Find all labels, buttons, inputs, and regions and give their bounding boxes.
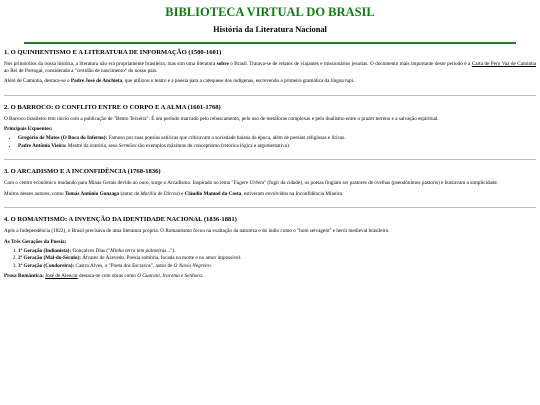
header-divider [24, 42, 516, 44]
text: são exemplos máximos de conceptismo (retórica lógica e argumentativa). [136, 142, 291, 149]
list-item [18, 248, 536, 255]
section-heading: 2. O BARROCO: O CONFLITO ENTRE O CORPO E A ALMA (1601-1768) [4, 103, 221, 111]
generation-name: 2ª Geração (Mal-do-Século): [18, 255, 81, 262]
text: Nos primórdios da nossa história, a literatura não era propriamente brasileira, mas sim uma literatura [4, 61, 217, 67]
text: Mestre da oratória, seus [66, 142, 119, 149]
section-divider [4, 95, 536, 96]
text: o Brasil. Tratava-se de relatos de viajantes e missionários jesuítas. O documento mais importante deste período é a [228, 61, 472, 67]
link-carta-caminha[interactable]: Carta de Pero Vaz de Caminha [471, 61, 537, 67]
prose-heading: Prosa Romântica: [4, 273, 44, 280]
section-divider [4, 159, 536, 160]
paragraph [4, 61, 536, 74]
paragraph [4, 78, 536, 85]
work-title: Marília de Dirceu [140, 190, 178, 197]
section-heading: 3. O ARCADISMO E A INCONFIDÊNCIA (1768-1836) [4, 168, 161, 176]
text: ao Rei de Portugal, considerada a "certidão de nascimento" do nosso país. [4, 67, 158, 74]
list-item [18, 263, 536, 270]
list-heading: As Três Gerações da Poesia: [4, 238, 67, 245]
text: "). [170, 247, 176, 254]
work-titles: O Guarani, Iracema e Senhora [137, 273, 202, 280]
list-item [18, 143, 536, 150]
text: Além de Caminha, destaca-se o [4, 78, 71, 85]
quote: Minha terra tem palmeiras... [110, 247, 171, 254]
motto: Fugere Urbem [233, 180, 264, 187]
section-arcadismo [4, 168, 536, 197]
work-title: Sermões [118, 142, 137, 149]
site-title: BIBLIOTECA VIRTUAL DO BRASIL [165, 5, 375, 19]
section-heading: 4. O ROMANTISMO: A INVENÇÃO DA IDENTIDADE NACIONAL (1836-1881) [4, 216, 237, 224]
text: , estiveram envolvidos na Inconfidência Mineira. [241, 190, 344, 197]
text: . [210, 262, 213, 269]
list-item [18, 135, 536, 142]
authors-list [4, 135, 536, 149]
work-title: O Navio Negreiro [173, 262, 211, 269]
text: Famoso por suas poesias satíricas que criticavam a sociedade baiana da época, além de poesias religiosas e líricas. [107, 134, 346, 141]
section-barroco [4, 104, 536, 149]
author-name: Padre José de Anchieta [70, 78, 123, 85]
section-divider [4, 207, 536, 208]
paragraph [4, 191, 536, 198]
text: Muitos desses autores, como [4, 190, 65, 197]
generations-list [4, 248, 536, 270]
text: ) e [178, 190, 185, 197]
text: Álvares de Azevedo. Poesia sombria, focada na morte e no amor impossível. [80, 255, 242, 262]
author-name: Gregório de Matos (O Boca do Inferno): [18, 134, 108, 141]
section-quinhentismo [4, 49, 536, 85]
text: , que utilizou o teatro e a poesia para a catequese dos indígenas, escrevendo a primeira gramática da língua tupi. [122, 78, 355, 85]
paragraph [4, 180, 536, 187]
paragraph [4, 273, 536, 280]
generation-name: 3ª Geração (Condoreira): [18, 262, 75, 269]
author-name: Padre Antônio Vieira: [18, 142, 67, 149]
text: destaca-se com obras como [77, 273, 138, 280]
list-item [18, 255, 536, 262]
site-subtitle: História da Literatura Nacional [213, 25, 327, 34]
section-romantismo [4, 216, 536, 280]
text: Gonçalves Dias (" [71, 247, 111, 254]
section-heading: 1. O QUINHENTISMO E A LITERATURA DE INFORMAÇÃO (1500-1601) [4, 49, 222, 56]
text: (autor de [119, 190, 141, 197]
paragraph: Após a Independência (1822), o Brasil precisava de uma literatura própria. O Romantismo focou na exaltação da natureza e do índio como o "bom selvagem" e herói medieval brasileiro. [4, 228, 390, 235]
text: " (fugir da cidade), os poetas fingiam ser pastores de ovelhas (pseudônimos pastoris) e buscavam a simplicidade. [264, 180, 499, 187]
generation-name: 1ª Geração (Indianista): [18, 247, 72, 254]
author-name: Cláudio Manuel da Costa [184, 190, 242, 197]
text: . [201, 273, 204, 280]
text: Com o centro econômico mudando para Minas Gerais devido ao ouro, surge o Arcadismo. Inspirado no lema " [4, 180, 234, 187]
text: Castro Alves, o "Poeta dos Escravos", autor de [74, 262, 174, 269]
author-name: Tomás Antônio Gonzaga [64, 190, 120, 197]
link-jose-de-alencar[interactable]: José de Alencar [45, 273, 78, 280]
emphasis: sobre [216, 61, 229, 67]
paragraph: O Barroco brasileiro tem início com a publicação de "Bento Teixeira". É um período marcado pelo rebuscamento, pelo uso de metáforas complexas e pelo dualismo entre o prazer terreno e a salvação espiritual. [4, 115, 439, 122]
list-heading: Principais Expoentes: [4, 126, 53, 133]
